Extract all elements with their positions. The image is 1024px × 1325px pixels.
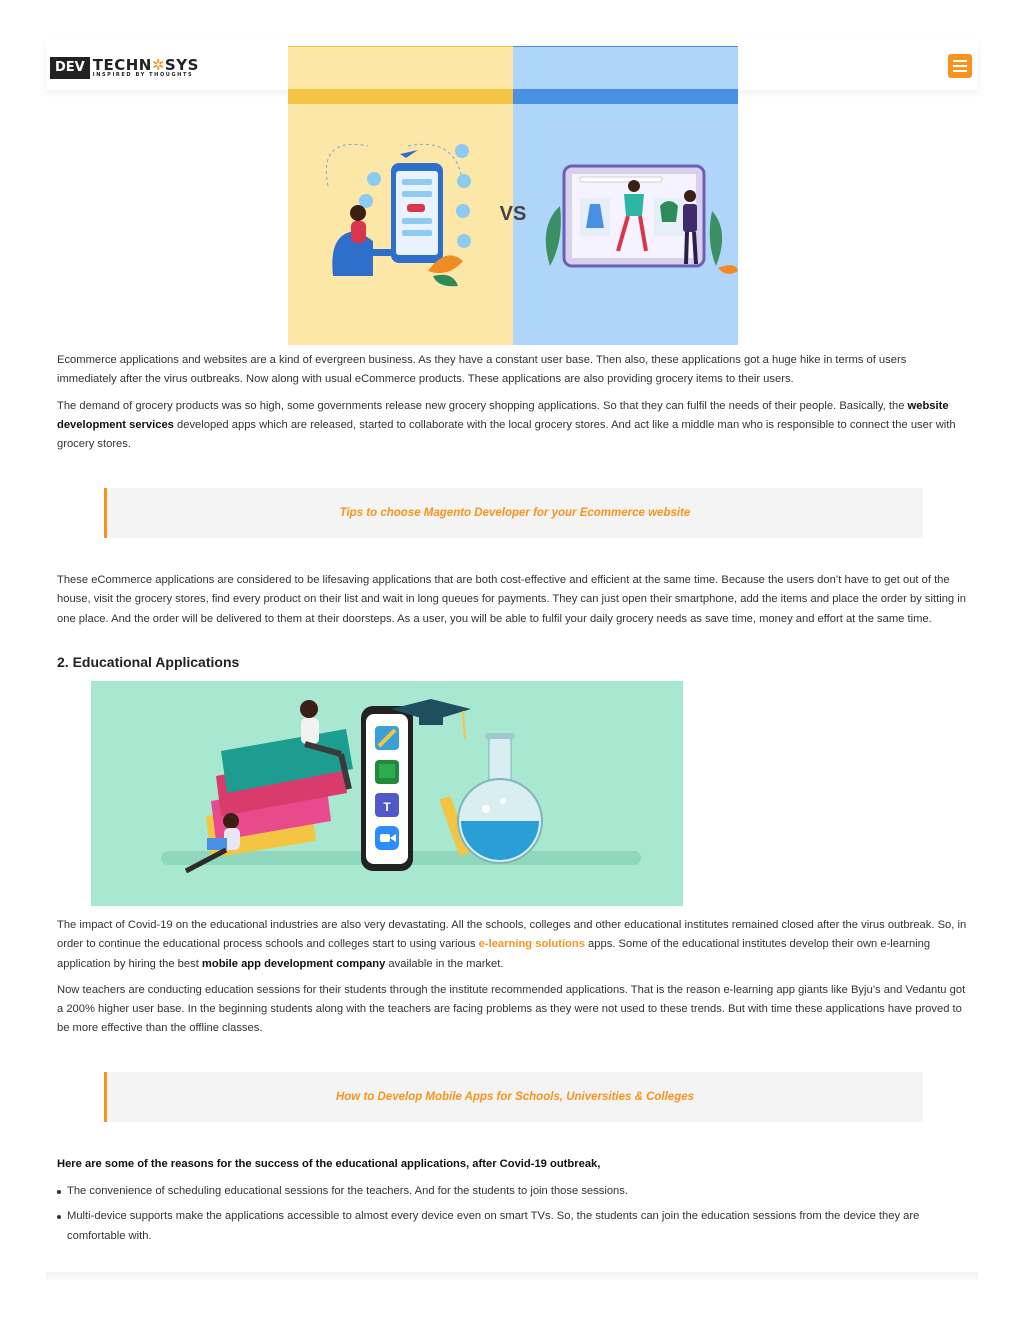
reasons-heading-text: Here are some of the reasons for the success of the educational applications, after Covid-19 outbreak, — [57, 1158, 601, 1170]
logo-wordmark-b: SYS — [164, 56, 199, 74]
menu-line-icon — [953, 60, 967, 62]
callout-mobile-apps-schools — [104, 1072, 923, 1122]
hamburger-menu-button[interactable] — [948, 54, 972, 78]
list-item: Multi-device supports make the applications accessible to almost every device even on smart TVs. So, the students can join the education sessions from the device they are comfortable with. — [57, 1207, 969, 1246]
svg-text:VS: VS — [499, 203, 527, 225]
website-development-services-link[interactable]: website development services — [57, 399, 949, 431]
education-paragraph-2: Now teachers are conducting education sessions for their students through the institute recommended applications. That is the reason e-learning app giants like Byju’s and Vedantu got a 200% higher user base. In the beginning students along with the teachers are facing problems as they were not used to these trends. But with time these applications have proved to be more effective than the offline classes. — [57, 983, 966, 1035]
education-paragraph-1 — [57, 916, 969, 974]
reasons-heading-block — [57, 1155, 969, 1174]
magento-tips-link[interactable]: Tips to choose Magento Developer for your Ecommerce website — [339, 507, 691, 519]
educational-apps-illustration — [91, 681, 683, 906]
ecommerce-paragraph-2-a: The demand of grocery products was so high, some governments release new grocery shopping applications. So that they can fulfil the needs of their people. Basically, the — [57, 399, 908, 412]
ecommerce-paragraph-2-b: developed apps which are released, started to collaborate with the local grocery stores. And act like a middle man who is responsible to connect the user with grocery stores. — [57, 418, 956, 451]
education-paragraph-1-b: apps. Some of the educational institutes develop their own e-learning application by hiring the best — [57, 938, 931, 970]
svg-text:T: T — [383, 800, 391, 814]
menu-line-icon — [953, 70, 967, 72]
section-heading-educational: 2. Educational Applications — [57, 654, 240, 670]
mobile-app-development-company-link[interactable]: mobile app development company — [201, 957, 386, 970]
page-footer-divider — [46, 1272, 978, 1280]
education-paragraph-1-a: The impact of Covid-19 on the educational industries are also very devastating. All the schools, colleges and other educational institutes remained closed after the virus outbreak. So, in order to continue the educational process schools and colleges start to using various — [57, 919, 967, 951]
logo-wordmark-a: TECHN — [92, 56, 152, 74]
education-paragraph-1-c: available in the market. — [385, 957, 504, 970]
ecommerce-text — [57, 351, 969, 454]
gear-icon: ✲ — [151, 56, 165, 74]
reasons-list — [57, 1182, 969, 1252]
e-learning-solutions-link[interactable]: e-learning solutions — [478, 938, 585, 951]
logo-text — [93, 58, 199, 78]
logo-box: DEV — [50, 57, 90, 79]
menu-line-icon — [953, 65, 967, 67]
ecommerce-paragraph-1: Ecommerce applications and websites are a kind of evergreen business. As they have a constant user base. Then also, these applications got a huge hike in terms of users immediately after the virus outbreaks. Now along with usual eCommerce products. These applications are also providing grocery items to their users. — [57, 354, 907, 386]
education-text — [57, 916, 969, 1039]
app-vs-website-illustration — [288, 46, 738, 345]
logo-tagline: INSPIRED BY THOUGHTS — [92, 72, 194, 78]
mobile-apps-schools-link[interactable]: How to Develop Mobile Apps for Schools, Universities & Colleges — [335, 1091, 695, 1103]
logo-wordmark — [93, 58, 199, 72]
ecommerce-text-2 — [57, 571, 969, 629]
ecommerce-paragraph-2 — [57, 397, 969, 455]
site-logo[interactable] — [50, 57, 199, 79]
reasons-heading — [57, 1155, 969, 1174]
list-item: The convenience of scheduling educational sessions for the teachers. And for the students to join those sessions. — [57, 1182, 969, 1201]
ecommerce-paragraph-3: These eCommerce applications are considered to be lifesaving applications that are both cost-effective and efficient at the same time. Because the users don’t have to get out of the house, visit the grocery stores, find every product on their list and wait in long queues for payments. They can just open their smartphone, add the items and place the order by sitting in one place. And the order will be delivered to them at their doorsteps. As a user, you will be able to fulfil your daily grocery needs as save time, money and effort at the same time. — [57, 574, 966, 625]
callout-magento-tips — [104, 488, 923, 538]
